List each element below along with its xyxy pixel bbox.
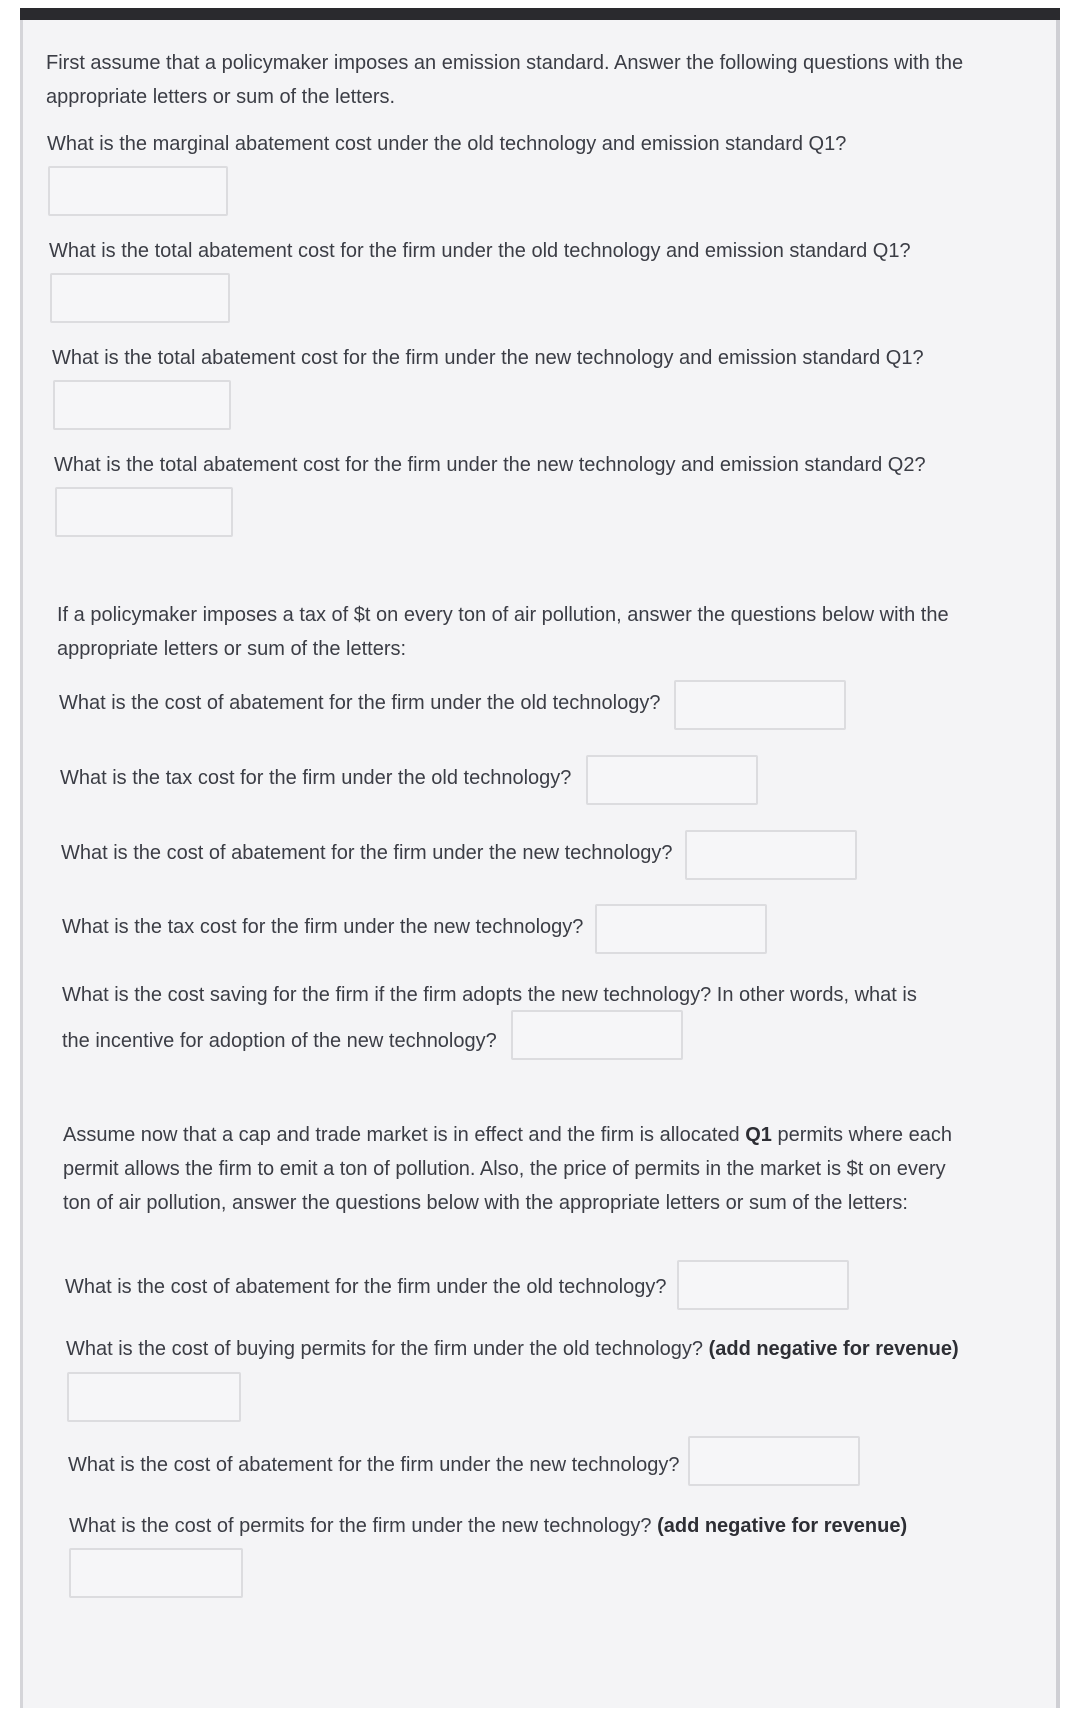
emission-standard-intro: First assume that a policymaker imposes an emission standard. Answer the following questions with the appropriate letters or sum of the letters. xyxy=(46,52,964,108)
cap-trade-intro: Assume now that a cap and trade market is in effect and the firm is allocated Q1 permits where each permit allows the firm to emit a ton of pollution. Also, the price of permits in the market is $t on every ton of air pollution, answer the questions below with the appropriate letters or sum of the letters: xyxy=(63,1124,952,1214)
answer-input-tax-q4[interactable] xyxy=(595,904,767,954)
question-text: What is the cost of abatement for the firm under the old technology? xyxy=(59,692,661,714)
question-text: What is the cost of buying permits for the firm under the old technology? (add negative for revenue) xyxy=(66,1338,959,1360)
question-text: What is the marginal abatement cost under the old technology and emission standard Q1? xyxy=(47,133,847,155)
question-text: What is the cost of abatement for the firm under the old technology? xyxy=(65,1276,667,1298)
question-text: What is the total abatement cost for the firm under the old technology and emission standard Q1? xyxy=(49,240,911,262)
answer-input-ct-q3[interactable] xyxy=(688,1436,860,1486)
answer-input-tax-q1[interactable] xyxy=(674,680,846,730)
question-text: What is the tax cost for the firm under the old technology? xyxy=(60,767,572,789)
answer-input-tax-q5[interactable] xyxy=(511,1010,683,1060)
answer-input-ct-q2[interactable] xyxy=(67,1372,241,1422)
question-text: What is the total abatement cost for the firm under the new technology and emission standard Q1? xyxy=(52,347,924,369)
answer-input-ct-q4[interactable] xyxy=(69,1548,243,1598)
question-text: What is the tax cost for the firm under the new technology? xyxy=(62,916,584,938)
question-text: What is the cost of abatement for the firm under the new technology? xyxy=(61,842,673,864)
answer-input-tax-q3[interactable] xyxy=(685,830,857,880)
answer-input-tax-q2[interactable] xyxy=(586,755,758,805)
answer-input-ct-q1[interactable] xyxy=(677,1260,849,1310)
answer-input-es-q2[interactable] xyxy=(50,273,230,323)
tax-intro: If a policymaker imposes a tax of $t on every ton of air pollution, answer the questions below with the appropriate letters or sum of the letters: xyxy=(57,604,949,660)
quiz-page xyxy=(20,8,1060,1708)
question-text: What is the total abatement cost for the firm under the new technology and emission standard Q2? xyxy=(54,454,926,476)
answer-input-es-q3[interactable] xyxy=(53,380,231,430)
answer-input-es-q1[interactable] xyxy=(48,166,228,216)
question-text: What is the cost saving for the firm if the firm adopts the new technology? In other words, what is the incentive for adoption of the new technology? xyxy=(62,984,917,1052)
answer-input-es-q4[interactable] xyxy=(55,487,233,537)
question-text: What is the cost of abatement for the firm under the new technology? xyxy=(68,1454,680,1476)
question-text: What is the cost of permits for the firm under the new technology? (add negative for revenue) xyxy=(69,1515,908,1537)
